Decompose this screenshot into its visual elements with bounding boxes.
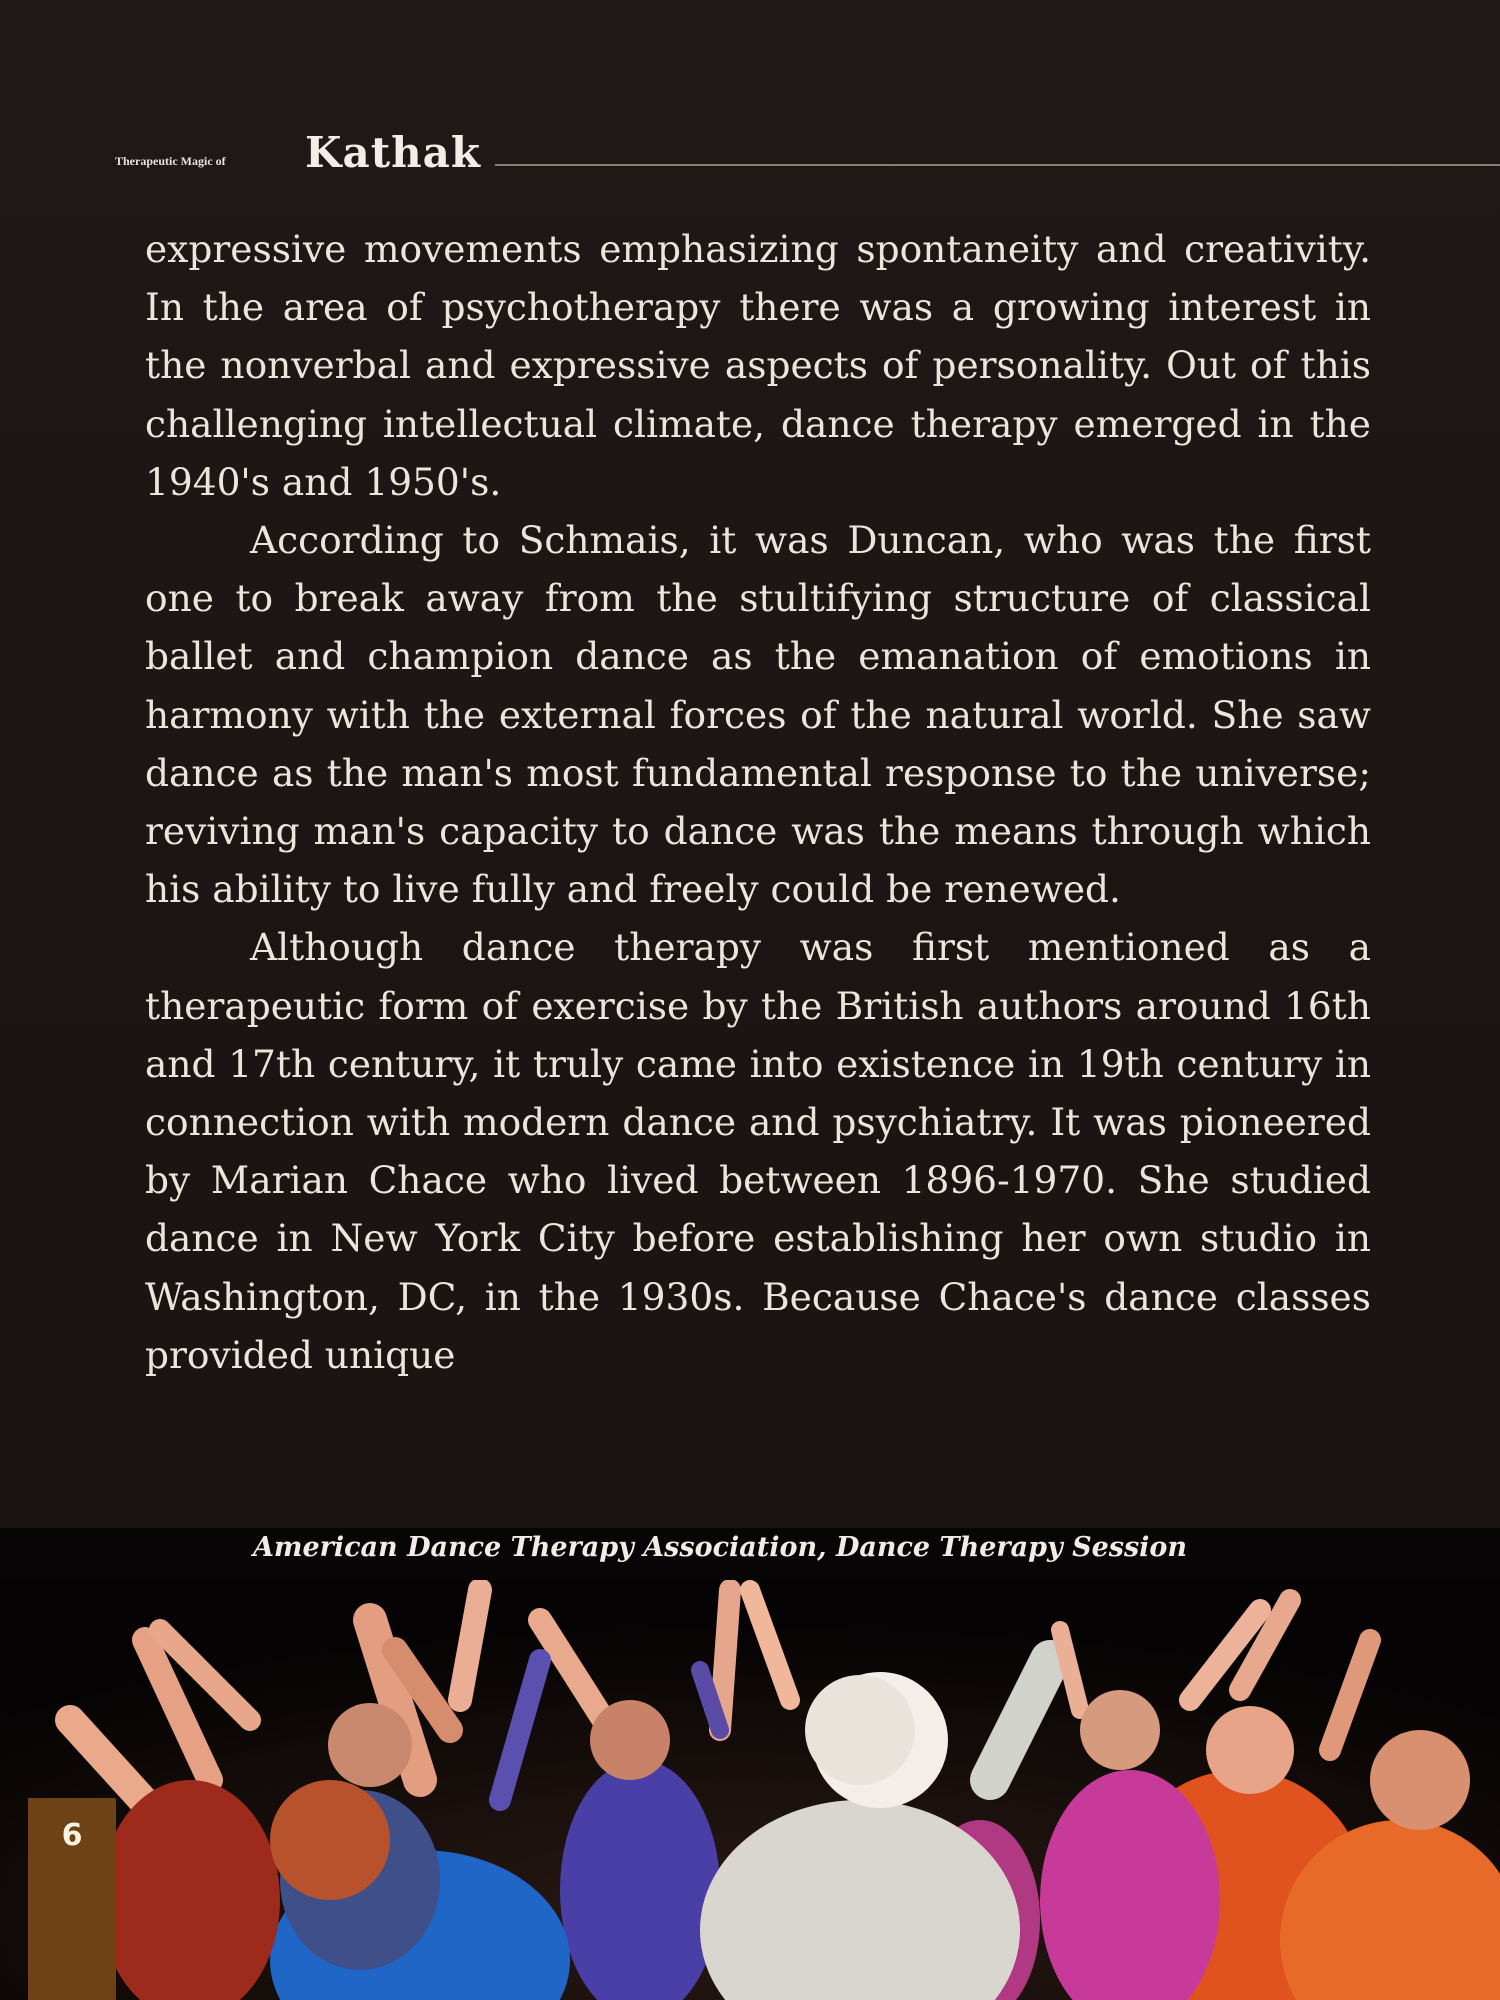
photo-caption: American Dance Therapy Association, Dance Therapy Session [252, 1532, 1188, 1563]
dance-therapy-photo [0, 1580, 1500, 2000]
page-number: 6 [61, 1818, 83, 1853]
running-header [115, 128, 1500, 188]
paragraph: According to Schmais, it was Duncan, who was the first one to break away from the stultifying structure of classical ballet and champion dance as the emanation of emotions in harmony with the external forces of the natural world. She saw dance as the man's most fundamental response to the universe; reviving man's capacity to dance was the means through which his ability to live fully and freely could be renewed. [145, 518, 1371, 912]
header-prefix: Therapeutic Magic of [115, 154, 226, 168]
header-rule [495, 164, 1500, 166]
body-text [145, 220, 1371, 1384]
paragraph: expressive movements emphasizing spontaneity and creativity. In the area of psychotherapy there was a growing interest in the nonverbal and expressive aspects of personality. Out of this challenging intellectual climate, dance therapy emerged in the 1940's and 1950's. [145, 227, 1371, 504]
header-brand: Kathak [305, 128, 481, 177]
paragraph: Although dance therapy was first mentioned as a therapeutic form of exercise by the British authors around 16th and 17th century, it truly came into existence in 19th century in connection with modern dance and psychiatry. It was pioneered by Marian Chace who lived between 1896-1970. She studied dance in New York City before establishing her own studio in Washington, DC, in the 1930s. Because Chace's dance classes provided unique [145, 925, 1371, 1377]
